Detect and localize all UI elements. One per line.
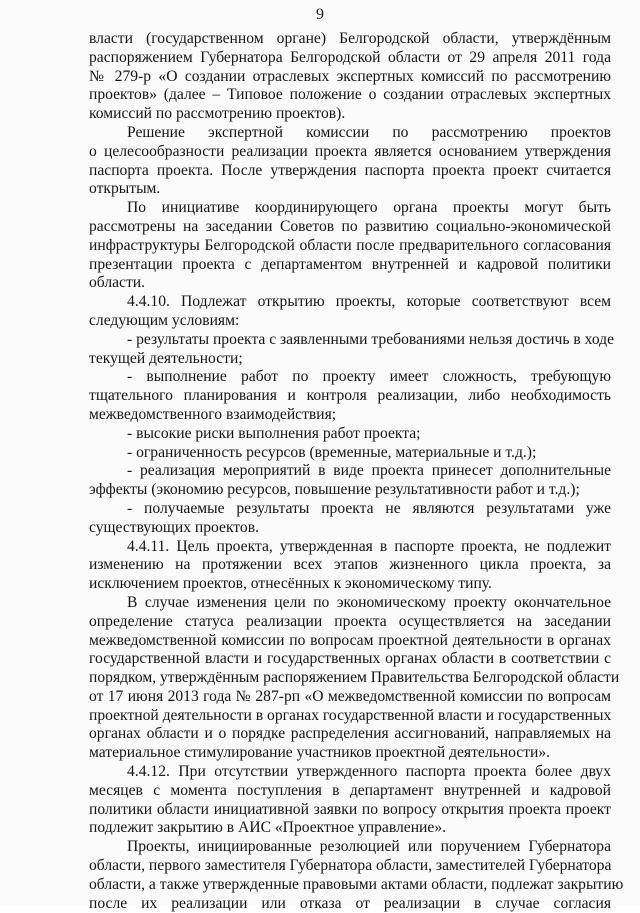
- paragraph: [89, 124, 611, 199]
- text-line: - выполнение работ по проекту имеет сложность, требующую: [127, 368, 611, 386]
- text-line: 4.4.10. Подлежат открытию проекты, которые соответствуют всем: [127, 293, 611, 311]
- paragraph: [89, 425, 611, 444]
- text-line: В случае изменения цели по экономическому проекту окончательное: [127, 593, 611, 611]
- text-line: - реализация мероприятий в виде проекта принесет дополнительные: [127, 462, 611, 480]
- text-line: презентации проекта с департаментом внутренней и кадровой политики: [89, 255, 611, 273]
- paragraph: [89, 838, 624, 913]
- text-line: материальное стимулирование участников проектной деятельности».: [89, 744, 551, 762]
- text-line: 4.4.12. При отсутствии утвержденного паспорта проекта более двух: [127, 763, 611, 781]
- text-line: области.: [89, 274, 146, 292]
- paragraph: [89, 330, 615, 369]
- text-line: от 17 июня 2013 года № 287-рп «О межведомственной комиссии по вопросам: [89, 687, 611, 705]
- paragraph: [89, 199, 611, 293]
- text-line: эффекты (экономию ресурсов, повышение результативности работ и т.д.);: [89, 481, 580, 499]
- text-line: 4.4.11. Цель проекта, утвержденная в паспорте проекта, не подлежит: [127, 537, 611, 555]
- text-line: Проекты, инициированные резолюцией или поручением Губернатора: [127, 838, 611, 856]
- paragraph: [89, 368, 611, 424]
- text-line: По инициативе координирующего органа проекты могут быть: [127, 199, 611, 217]
- text-line: существующих проектов.: [89, 518, 259, 536]
- text-line: тщательного планирования и контроля реализации, либо необходимость: [89, 387, 611, 405]
- text-line: открытым.: [89, 180, 161, 198]
- text-line: после их реализации или отказа от реализации в случае согласия: [89, 894, 611, 912]
- text-line: текущей деятельности;: [89, 349, 243, 367]
- text-line: определение статуса реализации проекта осуществляется на заседании: [89, 612, 611, 630]
- text-line: области, а также утвержденные правовыми актами области, подлежат закрытию: [89, 875, 624, 893]
- text-line: органах области и о порядке распределения ассигнований, направляемых на: [89, 725, 611, 743]
- text-line: проектной деятельности в органах государственной власти и государственных: [89, 706, 612, 724]
- text-line: государственной власти и государственных органах области в соответствии с: [89, 650, 611, 668]
- paragraph: [89, 593, 620, 763]
- paragraph: [89, 462, 611, 500]
- text-line: - получаемые результаты проекта не являются результатами уже: [127, 499, 611, 517]
- text-line: инфраструктуры Белгородской области после предварительного согласования: [89, 236, 611, 254]
- paragraph: [89, 30, 611, 124]
- text-line: Решение экспертной комиссии по рассмотрению проектов: [127, 123, 611, 141]
- paragraph: [89, 444, 611, 463]
- text-line: комиссий по рассмотрению проектов).: [89, 105, 346, 123]
- text-line: № 279-р «О создании отраслевых экспертных комиссий по рассмотрению: [89, 67, 611, 85]
- paragraph: [89, 293, 611, 331]
- text-line: области, первого заместителя Губернатора области, заместителей Губернатора: [89, 857, 612, 875]
- text-line: политики области инициативной заявки по вопросу открытия проекта проект: [89, 800, 611, 818]
- paragraph: [89, 763, 611, 838]
- text-line: рассмотрены на заседании Советов по развитию социально-экономической: [89, 217, 611, 235]
- text-line: распоряжением Губернатора Белгородской области от 29 апреля 2011 года: [89, 48, 611, 66]
- text-line: подлежит закрытию в АИС «Проектное управление».: [89, 819, 447, 837]
- text-line: исключением проектов, отнесённых к экономическому типу.: [89, 575, 492, 593]
- text-line: о целесообразности реализации проекта является основанием утверждения: [89, 142, 611, 160]
- text-line: межведомственной комиссии по вопросам проектной деятельности в органах: [89, 631, 611, 649]
- text-line: паспорта проекта. После утверждения паспорта проекта проект считается: [89, 161, 611, 179]
- page-number: 9: [316, 6, 324, 23]
- text-line: власти (государственном органе) Белгородской области, утверждённым: [89, 30, 611, 47]
- text-line: месяцев с момента поступления в департамент внутренней и кадровой: [89, 781, 611, 799]
- document-body: [89, 30, 624, 913]
- text-line: следующим условиям:: [89, 311, 240, 329]
- text-line: - высокие риски выполнения работ проекта;: [127, 424, 421, 442]
- paragraph: [89, 500, 611, 538]
- text-line: - результаты проекта с заявленными требованиями нельзя достичь в ходе: [127, 330, 615, 348]
- text-line: - ограниченность ресурсов (временные, материальные и т.д.);: [127, 443, 537, 461]
- text-line: межведомственного взаимодействия;: [89, 405, 337, 423]
- text-line: изменению на протяжении всех этапов жизненного цикла проекта, за: [89, 556, 611, 574]
- paragraph: [89, 538, 611, 594]
- text-line: порядком, утверждённым распоряжением Правительства Белгородской области: [89, 669, 620, 687]
- text-line: проектов» (далее – Типовое положение о создании отраслевых экспертных: [89, 86, 611, 104]
